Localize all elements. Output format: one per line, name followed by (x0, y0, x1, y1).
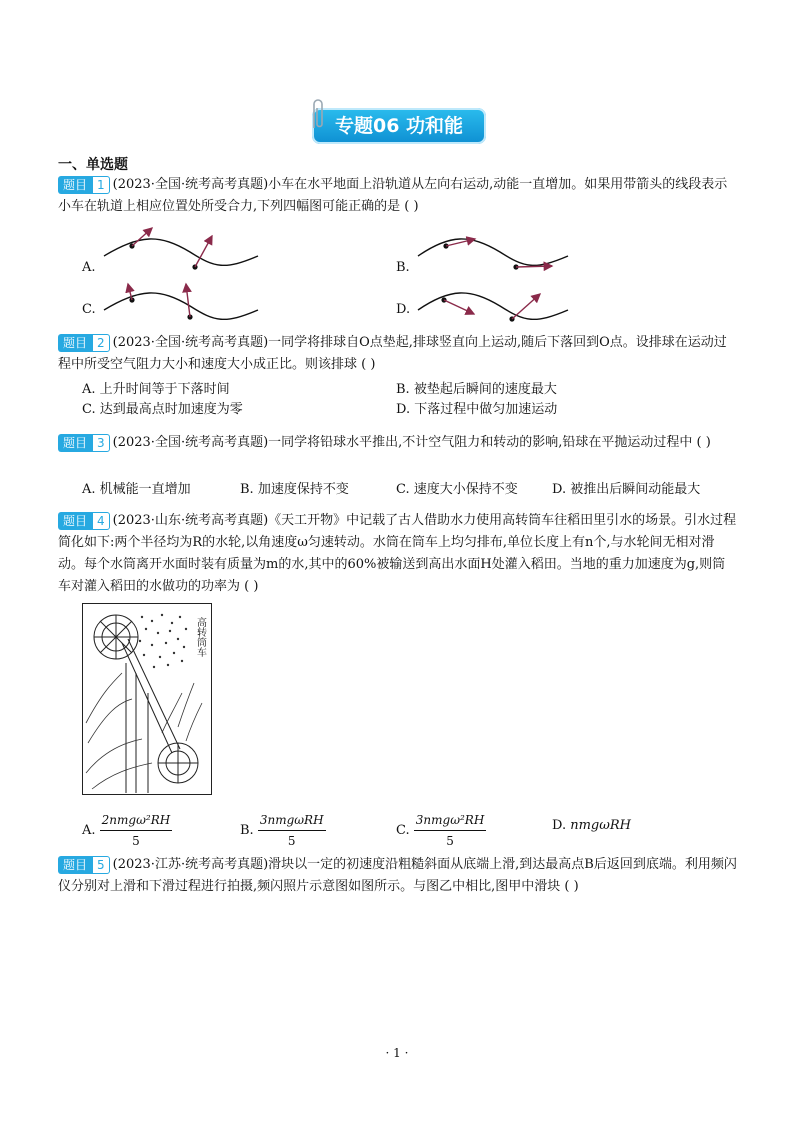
option-b: B. 被垫起后瞬间的速度最大 (396, 382, 557, 397)
question-2 (58, 332, 738, 376)
track-c (104, 293, 258, 319)
force-arrow (512, 294, 540, 319)
option-c: C. $\frac{\text{3nmgω²RH}}{5}$ (396, 810, 486, 851)
page-number: · 1 · (385, 1046, 409, 1060)
force-arrow (132, 228, 152, 246)
option-b: B. 加速度保持不变 (240, 482, 349, 497)
option-b: B. (396, 260, 410, 275)
question-text: (2023·江苏·统考高考真题)滑块以一定的初速度沿粗糙斜面从底端上滑,到达最高点B后返回到底端。利用频闪仪分别对上滑和下滑过程进行拍摄,频闪照片示意图如图所示。与图乙中相比,图甲中滑块 ( ) (58, 857, 737, 894)
track-b (418, 239, 568, 265)
option-d: D. 下落过程中做匀加速运动 (396, 402, 558, 417)
figure-label: 高转筒车 (194, 617, 206, 657)
question-3 (58, 432, 738, 454)
track-d (418, 293, 568, 319)
option-c: C. (82, 302, 96, 317)
title-banner (312, 108, 486, 144)
question-1 (58, 174, 738, 218)
question-badge: 题目 1 (58, 176, 110, 194)
force-arrow (186, 284, 190, 317)
page-title: 专题06 功和能 (334, 115, 464, 137)
track-a (104, 239, 258, 265)
question-5 (58, 854, 738, 898)
option-d: D. (396, 302, 411, 317)
force-arrow (516, 266, 552, 267)
question-badge: 题目 5 (58, 856, 110, 874)
option-a: A. $\frac{\text{2nmgω²RH}}{5}$ (82, 810, 172, 851)
section-heading: 一、单选题 (58, 157, 128, 173)
question-text: (2023·全国·统考高考真题)一同学将铅球水平推出,不计空气阻力和转动的影响,铅球在平抛运动过程中 ( ) (112, 435, 711, 450)
question-badge: 题目 2 (58, 334, 110, 352)
option-c: C. 速度大小保持不变 (396, 482, 518, 497)
option-d: D. 被推出后瞬间动能最大 (552, 482, 701, 497)
question-text: (2023·全国·统考高考真题)一同学将排球自O点垫起,排球竖直向上运动,随后下落回到O点。设排球在运动过程中所受空气阻力大小和速度大小成正比。则该排球 ( ) (58, 335, 727, 372)
question-text: (2023·全国·统考高考真题)小车在水平地面上沿轨道从左向右运动,动能一直增加。如果用带箭头的线段表示小车在轨道上相应位置处所受合力,下列四幅图可能正确的是 ( ) (58, 177, 728, 214)
option-a: A. (82, 260, 96, 275)
option-a: A. 上升时间等于下落时间 (82, 382, 230, 397)
question-text: (2023·山东·统考高考真题)《天工开物》中记载了古人借助水力使用高转筒车往稻田里引水的场景。引水过程简化如下:两个半径均为R的水轮,以角速度ω匀速转动。水筒在筒车上均匀排布,单位长度上有n个,与水轮间无相对滑动。每个水筒离开水面时装有质量为m的水,其中的60%被输送到高出水面H处灌入稻田。当地的重力加速度为g,则筒车对灌入稻田的水做功的功率为 ( ) (58, 513, 737, 594)
question-badge: 题目 3 (58, 434, 110, 452)
question-4 (58, 510, 738, 598)
question-badge: 题目 4 (58, 512, 110, 530)
option-a: A. 机械能一直增加 (82, 482, 191, 497)
option-b: B. $\frac{\text{3nmgωRH}}{5}$ (240, 810, 326, 851)
option-d: D. nmgωRH (552, 818, 631, 833)
waterwheel-illustration (82, 603, 212, 795)
option-c: C. 达到最高点时加速度为零 (82, 402, 243, 417)
force-arrow (444, 300, 474, 314)
